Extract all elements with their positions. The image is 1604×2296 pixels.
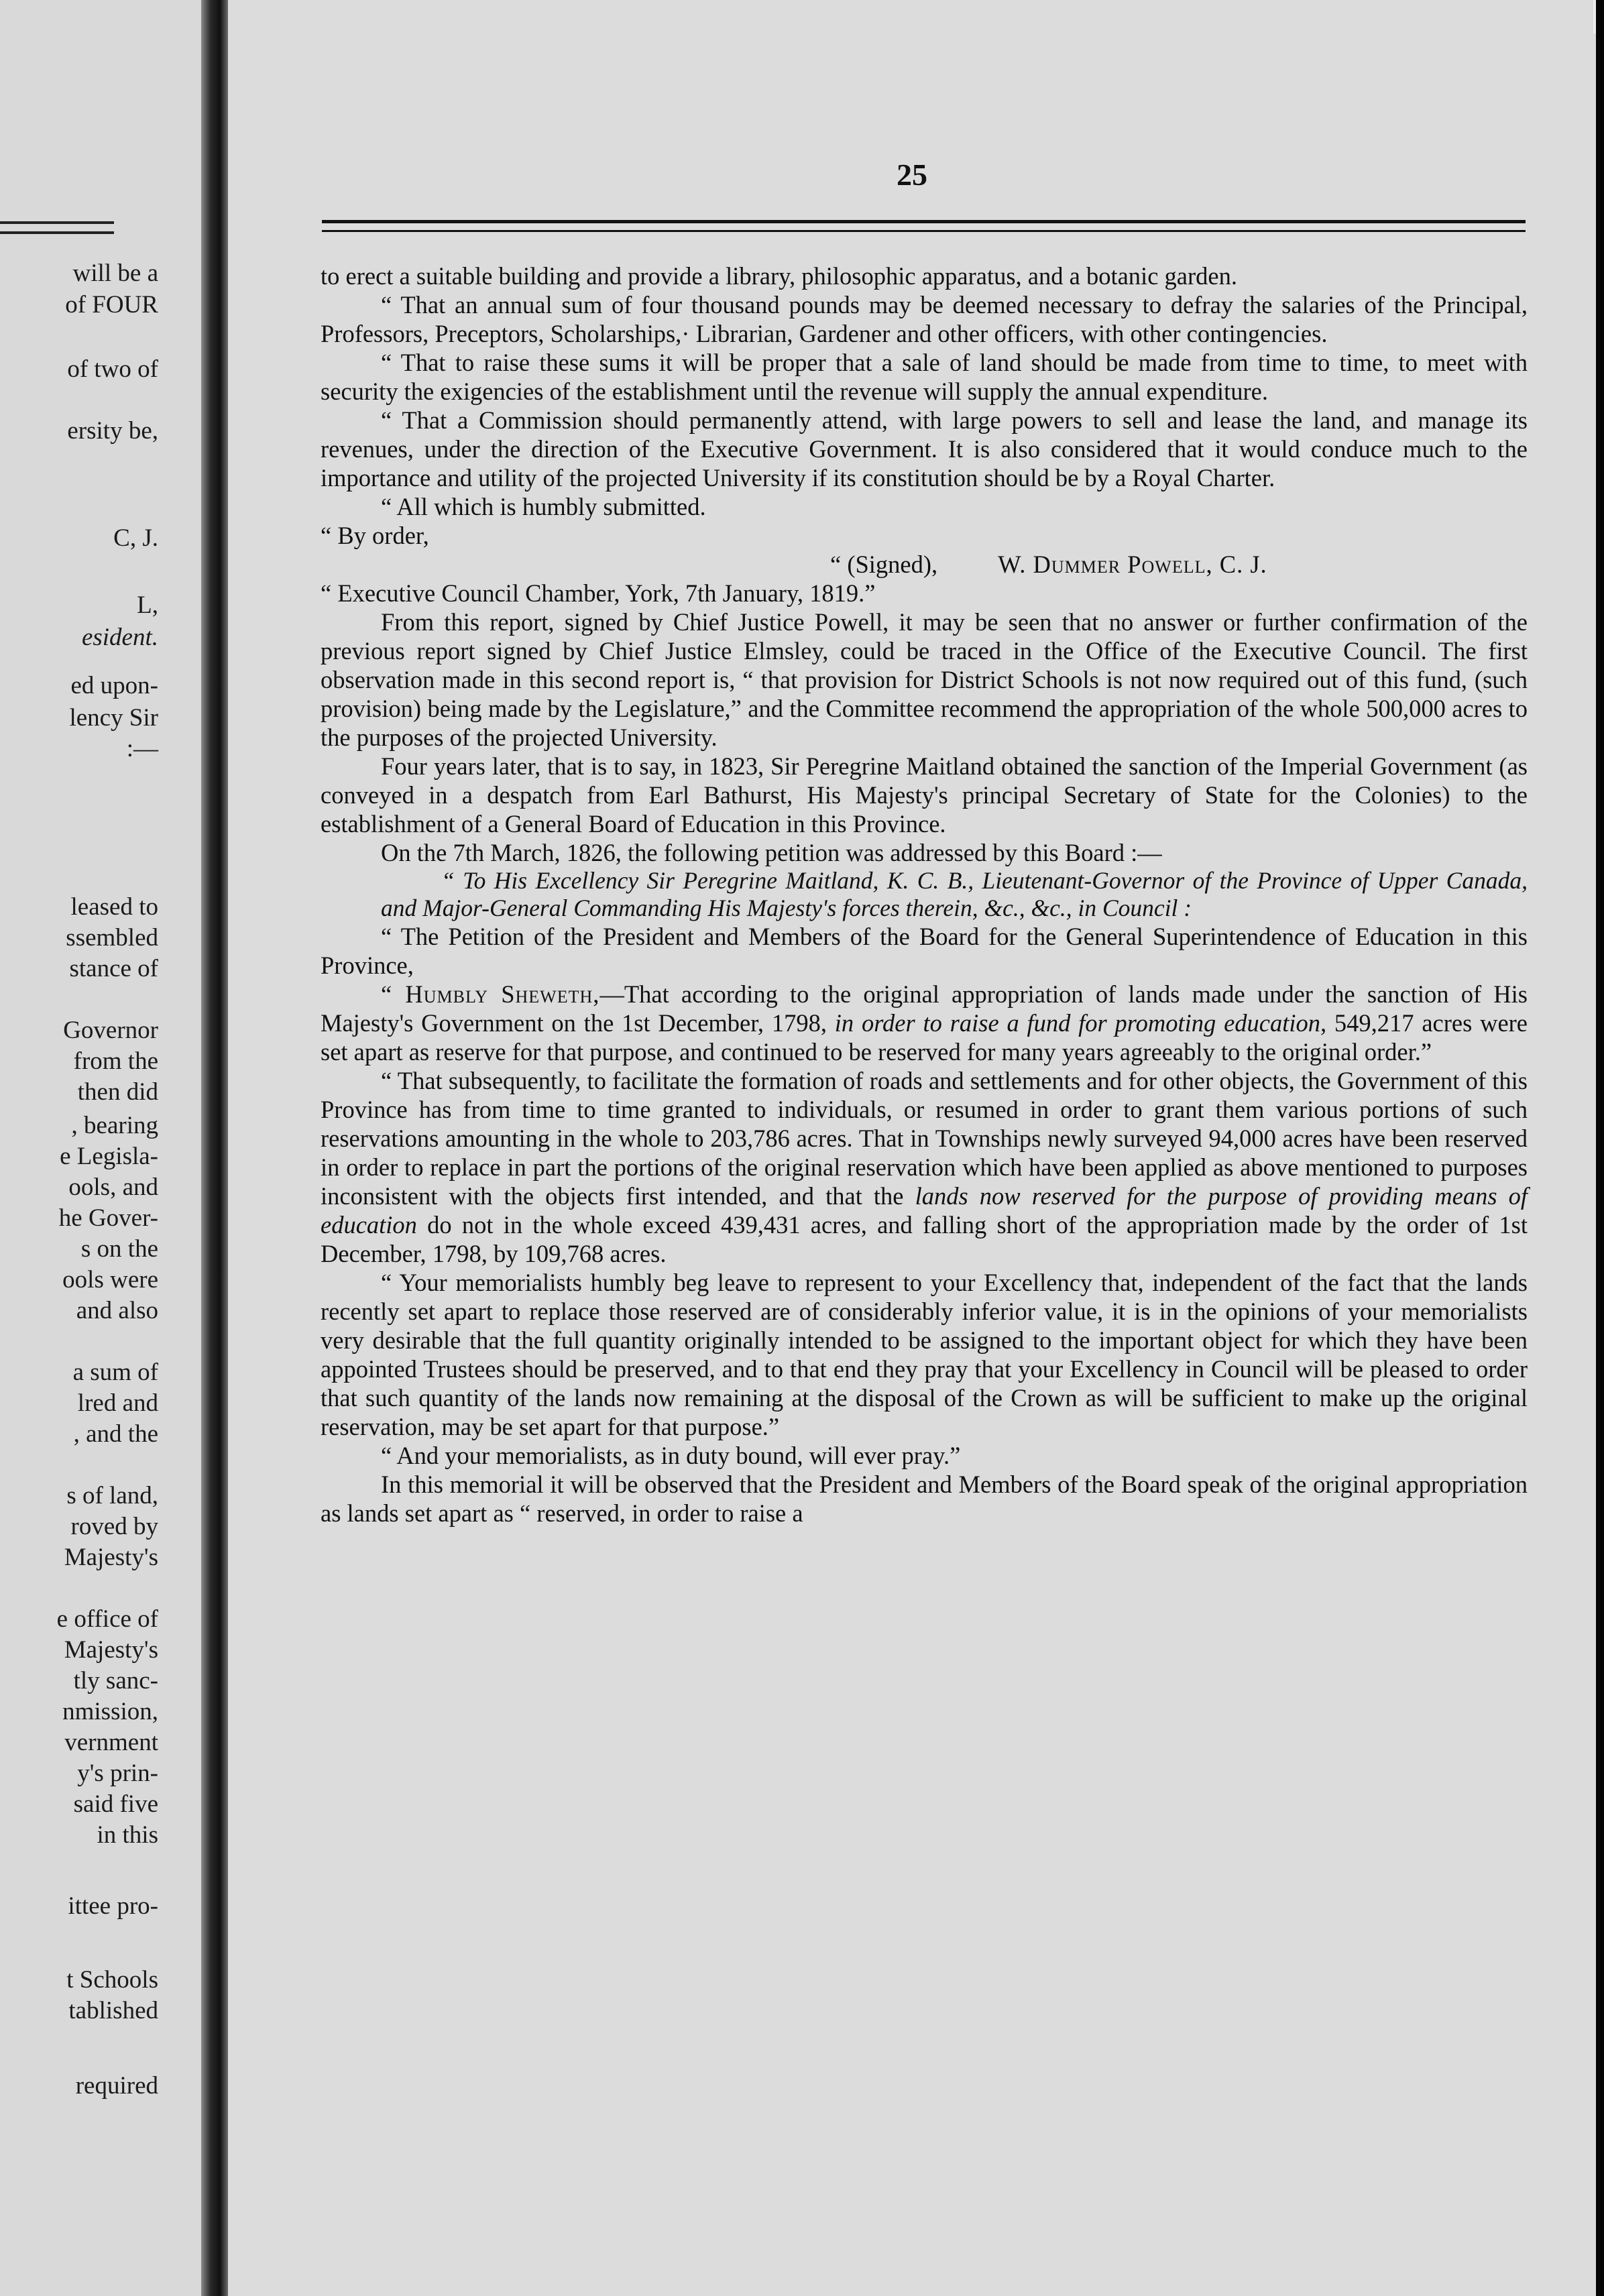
paragraph: In this memorial it will be observed that the President and Members of the Board speak of the original appropriation as lands set apart as “ reserved, in order to raise a xyxy=(321,1471,1528,1527)
left-page-text-fragment: of FOUR xyxy=(65,291,158,319)
paragraph: From this report, signed by Chief Justice Powell, it may be seen that no answer or further confirmation of the previous report signed by Chief Justice Elmsley, could be traced in the Office of the Executive Council. The first observation made in this second report is, “ that provision for District Schools is not now required out of this fund, (such provision) being made by the Legislature,” and the Committee recommend the appropriation of the whole 500,000 acres to the purposes of the projected University. xyxy=(321,608,1528,751)
paragraph: On the 7th March, 1826, the following petition was addressed by this Board :— xyxy=(381,839,1162,866)
paragraph: “ And your memorialists, as in duty bound, will ever pray.” xyxy=(381,1442,961,1469)
left-page-text-fragment: leased to xyxy=(70,893,158,921)
paragraph xyxy=(321,1066,1528,1268)
left-page-text-fragment: t Schools xyxy=(66,1966,158,1994)
left-page-text-fragment: esident. xyxy=(81,624,158,651)
left-page-text-fragment: , and the xyxy=(73,1420,158,1448)
left-page-text-fragment: from the xyxy=(73,1047,158,1075)
signature-line xyxy=(321,550,1528,579)
left-page-text-fragment: e office of xyxy=(56,1605,158,1633)
page-body xyxy=(321,262,1528,1528)
document-page xyxy=(228,0,1596,2296)
paragraph: “ All which is humbly submitted. xyxy=(381,493,706,520)
petition-address: “ To His Excellency Sir Peregrine Maitland, K. C. B., Lieutenant-Governor of the Province of Upper Canada, and Major-General Commanding His Majesty's forces therein, &c., &c., in Council : xyxy=(381,867,1528,921)
left-page-text-fragment: of two of xyxy=(67,355,158,383)
left-page-text-fragment: y's prin- xyxy=(77,1760,158,1787)
text-run: 549,217 acres were set apart as reserve for that purpose, and continued to be reserved for many years agreeably to the original order.” xyxy=(321,1009,1528,1066)
by-order-line: “ By order, xyxy=(321,522,429,549)
italic-run: in order to raise a fund for promoting education, xyxy=(834,1009,1327,1037)
left-page-text-fragment: and also xyxy=(76,1297,158,1324)
left-page-text-fragment: stance of xyxy=(69,955,158,982)
paragraph: Four years later, that is to say, in 1823, Sir Peregrine Maitland obtained the sanction of the Imperial Government (as conveyed in a despatch from Earl Bathurst, His Majesty's principal Secretary of State for the Colonies) to the establishment of a General Board of Education in this Province. xyxy=(321,752,1528,838)
paragraph: “ That to raise these sums it will be proper that a sale of land should be made from time to time, to meet with security the exigencies of the establishment until the revenue will supply the annual expenditure. xyxy=(321,349,1528,405)
left-page-text-fragment: s on the xyxy=(80,1235,158,1263)
paragraph xyxy=(321,980,1528,1066)
dateline: “ Executive Council Chamber, York, 7th January, 1819.” xyxy=(321,579,876,607)
book-gutter xyxy=(201,0,228,2296)
text-run: “ That subsequently, to facilitate the formation of roads and settlements and for other objects, the Government of this Province has from time to time granted to individuals, or resumed in order to grant them various portions of such reservations amounting in the whole to 203,786 acres. That in Townships newly surveyed 94,000 acres have been reserved in order to replace in part the portions of the original reservation which have been applied as above mentioned to purposes inconsistent with the objects first intended, and that the xyxy=(321,1067,1528,1210)
humbly-sheweth: “ Humbly Sheweth, xyxy=(381,980,600,1008)
left-page-text-fragment: Majesty's xyxy=(64,1544,158,1571)
left-page-text-fragment: will be a xyxy=(72,260,158,287)
left-page-text-fragment: ools, and xyxy=(68,1173,158,1201)
left-page-text-fragment: L, xyxy=(137,591,158,619)
left-page-text-fragment: he Gover- xyxy=(58,1204,158,1232)
paragraph: “ That an annual sum of four thousand pounds may be deemed necessary to defray the salaries of the Principal, Professors, Preceptors, Scholarships,· Librarian, Gardener and other officers, with other contingencies. xyxy=(321,291,1528,347)
left-page-text-fragment: ittee pro- xyxy=(68,1892,158,1920)
scan-edge xyxy=(1596,0,1604,2296)
left-page-text-fragment: lency Sir xyxy=(69,704,158,732)
left-header-rule xyxy=(0,221,114,224)
left-page-text-fragment: lred and xyxy=(77,1389,158,1417)
left-page-text-fragment: then did xyxy=(77,1078,158,1106)
left-page-text-fragment: ssembled xyxy=(66,924,158,952)
left-page-text-fragment: ersity be, xyxy=(67,417,158,445)
left-page-text-fragment: Majesty's xyxy=(64,1636,158,1664)
italic-run: lands now reserved for the purpose of providing means of education xyxy=(321,1182,1528,1239)
left-page-text-fragment: :— xyxy=(126,735,158,762)
scan-mark xyxy=(1593,0,1596,34)
previous-page-fragment xyxy=(0,0,201,2296)
left-page-text-fragment: e Legisla- xyxy=(60,1143,158,1170)
left-page-text-fragment: Governor xyxy=(63,1017,158,1044)
left-page-text-fragment: tablished xyxy=(68,1997,158,2024)
left-header-rule-2 xyxy=(0,231,114,234)
left-page-text-fragment: tly sanc- xyxy=(73,1667,158,1695)
left-page-text-fragment: roved by xyxy=(70,1513,158,1540)
left-page-text-fragment: required xyxy=(75,2072,158,2100)
text-run: do not in the whole exceed 439,431 acres, and falling short of the appropriation made by the order of 1st December, 1798, by 109,768 acres. xyxy=(321,1211,1528,1267)
paragraph: to erect a suitable building and provide a library, philosophic apparatus, and a botanic garden. xyxy=(321,262,1237,290)
left-page-text-fragment: , bearing xyxy=(71,1112,158,1139)
left-page-text-fragment: in this xyxy=(97,1821,158,1849)
left-page-text-fragment: ools were xyxy=(62,1266,158,1294)
left-page-text-fragment: s of land, xyxy=(66,1482,158,1509)
left-page-text-fragment: nmission, xyxy=(62,1698,158,1725)
header-rule-thin xyxy=(322,230,1526,232)
left-page-text-fragment: vernment xyxy=(64,1729,158,1756)
page-number: 25 xyxy=(897,158,927,192)
paragraph: “ That a Commission should permanently attend, with large powers to sell and lease the land, and manage its revenues, under the direction of the Executive Government. It is also considered that it would conduce much to the importance and utility of the projected University if its constitution should be by a Royal Charter. xyxy=(321,406,1528,492)
left-page-text-fragment: a sum of xyxy=(72,1359,158,1386)
paragraph: “ The Petition of the President and Members of the Board for the General Superintendence of Education in this Province, xyxy=(321,923,1528,979)
text-run: —That according to the original appropriation of lands made under the sanction of His Majesty's Government on the 1st December, 1798, xyxy=(321,980,1528,1037)
paragraph: “ Your memorialists humbly beg leave to represent to your Excellency that, independent of the fact that the lands recently set apart to replace those reserved are of considerably inferior value, it is in the opinions of your memorialists very desirable that the full quantity originally intended to be assigned to the important object for which they have been appointed Trustees should be preserved, and to that end they pray that your Excellency in Council will be pleased to order that such quantity of the lands now remaining at the disposal of the Crown as will be sufficient to make up the original reservation, may be set apart for that purpose.” xyxy=(321,1269,1528,1440)
signer-name: W. Dummer Powell, C. J. xyxy=(998,551,1267,578)
header-rule xyxy=(322,220,1526,223)
left-page-text-fragment: ed upon- xyxy=(70,672,158,699)
signed-label: “ (Signed), xyxy=(830,551,938,578)
left-page-text-fragment: said five xyxy=(73,1790,158,1818)
left-page-text-fragment: C, J. xyxy=(113,524,158,552)
